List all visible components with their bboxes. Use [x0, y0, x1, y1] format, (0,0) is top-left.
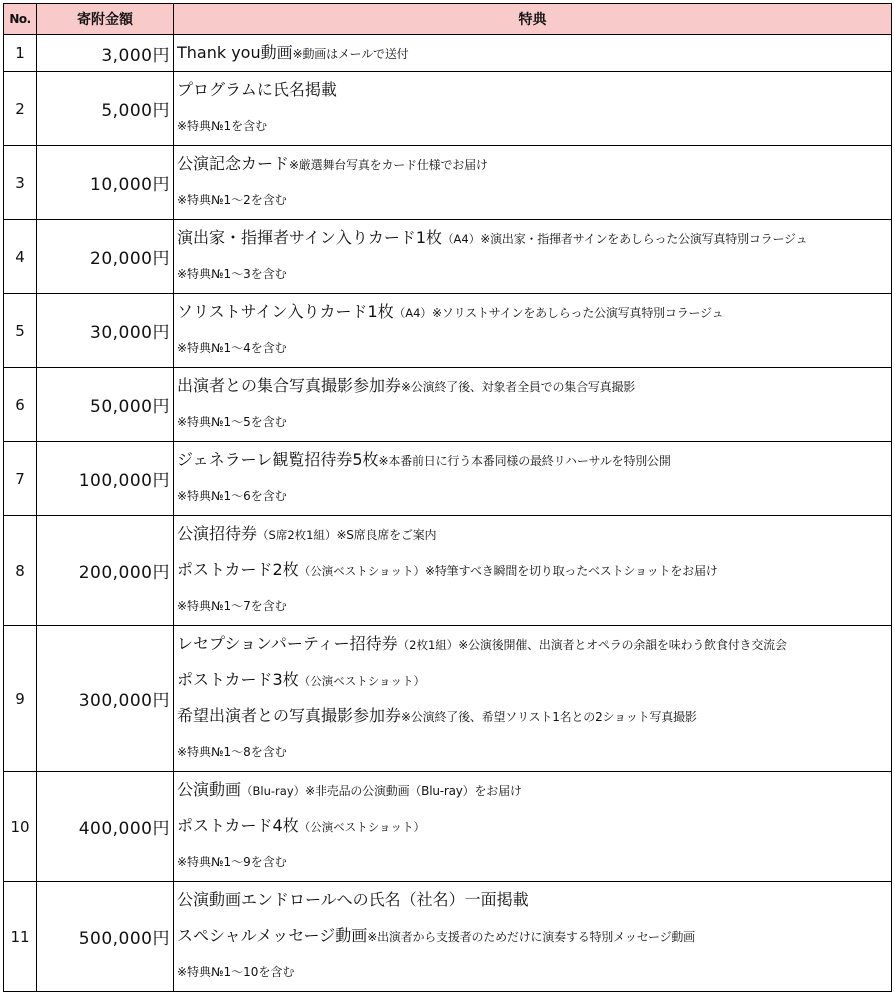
benefit-line: [177, 146, 891, 182]
benefit-cell: [174, 220, 892, 294]
includes-text: ※特典№1～9を含む: [177, 855, 287, 869]
benefit-title: 公演動画: [177, 780, 242, 799]
row-number: 11: [4, 882, 37, 992]
benefit-subtitle: （公演ベストショット）: [298, 674, 425, 688]
includes-text: ※特典№1～10を含む: [177, 965, 295, 979]
benefit-line: [177, 808, 891, 844]
benefit-subtitle: （A4）: [442, 232, 481, 246]
donation-benefits-table: [3, 3, 892, 992]
benefit-title: 公演動画エンドロールへの氏名（社名）一面掲載: [177, 890, 529, 909]
benefit-title: ソリストサイン入りカード1枚: [177, 302, 394, 321]
donation-amount: 30,000円: [37, 294, 174, 368]
includes-line: [177, 844, 891, 881]
benefit-line: [177, 552, 891, 588]
benefit-line: [177, 220, 891, 256]
donation-amount: 400,000円: [37, 772, 174, 882]
benefit-subtitle: （S席2枚1組）: [257, 528, 337, 542]
includes-line: [177, 734, 891, 771]
benefit-title: 公演記念カード: [177, 154, 290, 173]
includes-text: ※特典№1～5を含む: [177, 415, 287, 429]
benefit-line: [177, 442, 891, 478]
donation-amount: 300,000円: [37, 626, 174, 772]
table-row: [4, 146, 892, 220]
benefit-line: [177, 662, 891, 698]
row-number: 7: [4, 442, 37, 516]
row-number: 8: [4, 516, 37, 626]
table-row: [4, 368, 892, 442]
includes-text: ※特典№1～2を含む: [177, 193, 287, 207]
includes-line: [177, 108, 891, 145]
includes-text: ※特典№1～8を含む: [177, 745, 287, 759]
benefit-title: スペシャルメッセージ動画: [177, 926, 368, 945]
benefit-note: ※非売品の公演動画（Blu-ray）をお届け: [305, 784, 522, 798]
donation-amount: 50,000円: [37, 368, 174, 442]
donation-amount: 20,000円: [37, 220, 174, 294]
row-number: 9: [4, 626, 37, 772]
benefit-subtitle: （公演ベストショット）: [298, 564, 425, 578]
benefit-note: ※特筆すべき瞬間を切り取ったベストショットをお届け: [424, 564, 718, 578]
benefit-note: ※公演後開催、出演者とオペラの余韻を味わう飲食付き交流会: [458, 638, 787, 652]
donation-amount: 5,000円: [37, 72, 174, 146]
benefit-note: ※ソリストサインをあしらった公演写真特別コラージュ: [431, 306, 724, 320]
donation-amount: 500,000円: [37, 882, 174, 992]
benefit-note: ※公演終了後、希望ソリスト1名との2ショット写真撮影: [401, 710, 697, 724]
header-no: No.: [4, 4, 37, 35]
benefit-subtitle: （2枚1組）: [397, 638, 459, 652]
benefit-title: 演出家・指揮者サイン入りカード1枚: [177, 228, 443, 247]
benefit-line: [177, 918, 891, 954]
benefit-line: [177, 294, 891, 330]
benefit-note: ※動画はメールで送付: [292, 47, 409, 61]
table-row: [4, 294, 892, 368]
row-number: 2: [4, 72, 37, 146]
includes-text: ※特典№1～6を含む: [177, 489, 287, 503]
table-row: [4, 442, 892, 516]
header-benefit: 特典: [174, 4, 892, 35]
benefit-title: ポストカード3枚: [177, 670, 299, 689]
benefit-title: 公演招待券: [177, 524, 258, 543]
row-number: 5: [4, 294, 37, 368]
benefit-cell: [174, 368, 892, 442]
includes-text: ※特典№1～7を含む: [177, 599, 287, 613]
includes-line: [177, 330, 891, 367]
benefit-note: ※演出家・指揮者サインをあしらった公演写真特別コラージュ: [480, 232, 808, 246]
benefit-cell: [174, 146, 892, 220]
includes-text: ※特典№1～4を含む: [177, 341, 287, 355]
benefit-line: [177, 626, 891, 662]
table-row: [4, 626, 892, 772]
donation-amount: 10,000円: [37, 146, 174, 220]
table-row: [4, 882, 892, 992]
table-row: [4, 516, 892, 626]
benefit-subtitle: （Blu-ray）: [241, 784, 306, 798]
benefit-title: ジェネラーレ観覧招待券5枚: [177, 450, 379, 469]
benefit-title: 希望出演者との写真撮影参加券: [177, 706, 402, 725]
donation-amount: 200,000円: [37, 516, 174, 626]
row-number: 1: [4, 35, 37, 72]
table-row: [4, 72, 892, 146]
benefit-title: ポストカード2枚: [177, 560, 299, 579]
benefit-cell: [174, 626, 892, 772]
benefit-cell: [174, 516, 892, 626]
table-row: [4, 35, 892, 72]
benefit-subtitle: （公演ベストショット）: [298, 820, 425, 834]
includes-line: [177, 404, 891, 441]
table-row: [4, 220, 892, 294]
benefit-title: プログラムに氏名掲載: [177, 80, 337, 99]
table-body: [4, 35, 892, 992]
donation-amount: 100,000円: [37, 442, 174, 516]
benefit-title: レセプションパーティー招待券: [177, 634, 398, 653]
benefit-line: [177, 772, 891, 808]
benefit-cell: [174, 72, 892, 146]
header-row: [4, 4, 892, 35]
benefit-title: Thank you動画: [177, 43, 293, 62]
table-row: [4, 772, 892, 882]
benefit-title: ポストカード4枚: [177, 816, 299, 835]
benefit-cell: [174, 442, 892, 516]
benefit-title: 出演者との集合写真撮影参加券: [177, 376, 402, 395]
benefit-cell: [174, 772, 892, 882]
benefit-subtitle: （A4）: [393, 306, 432, 320]
benefit-line: [177, 698, 891, 734]
benefit-line: [177, 516, 891, 552]
header-amount: 寄附金額: [37, 4, 174, 35]
includes-line: [177, 478, 891, 515]
row-number: 10: [4, 772, 37, 882]
benefit-note: ※S席良席をご案内: [336, 528, 437, 542]
includes-text: ※特典№1～3を含む: [177, 267, 287, 281]
benefit-note: ※本番前日に行う本番同様の最終リハーサルを特別公開: [378, 454, 671, 468]
benefit-line: [177, 368, 891, 404]
includes-text: ※特典№1を含む: [177, 119, 268, 133]
benefit-note: ※公演終了後、対象者全員での集合写真撮影: [401, 380, 636, 394]
benefit-line: [177, 72, 891, 108]
benefit-cell: [174, 294, 892, 368]
includes-line: [177, 588, 891, 625]
benefit-cell: [174, 882, 892, 992]
includes-line: [177, 954, 891, 991]
row-number: 6: [4, 368, 37, 442]
includes-line: [177, 182, 891, 219]
row-number: 3: [4, 146, 37, 220]
benefit-note: ※出演者から支援者のためだけに演奏する特別メッセージ動画: [367, 930, 695, 944]
benefit-line: [177, 35, 891, 71]
includes-line: [177, 256, 891, 293]
row-number: 4: [4, 220, 37, 294]
donation-amount: 3,000円: [37, 35, 174, 72]
benefit-note: ※厳選舞台写真をカード仕様でお届け: [289, 158, 488, 172]
benefit-line: [177, 882, 891, 918]
benefit-cell: [174, 35, 892, 72]
